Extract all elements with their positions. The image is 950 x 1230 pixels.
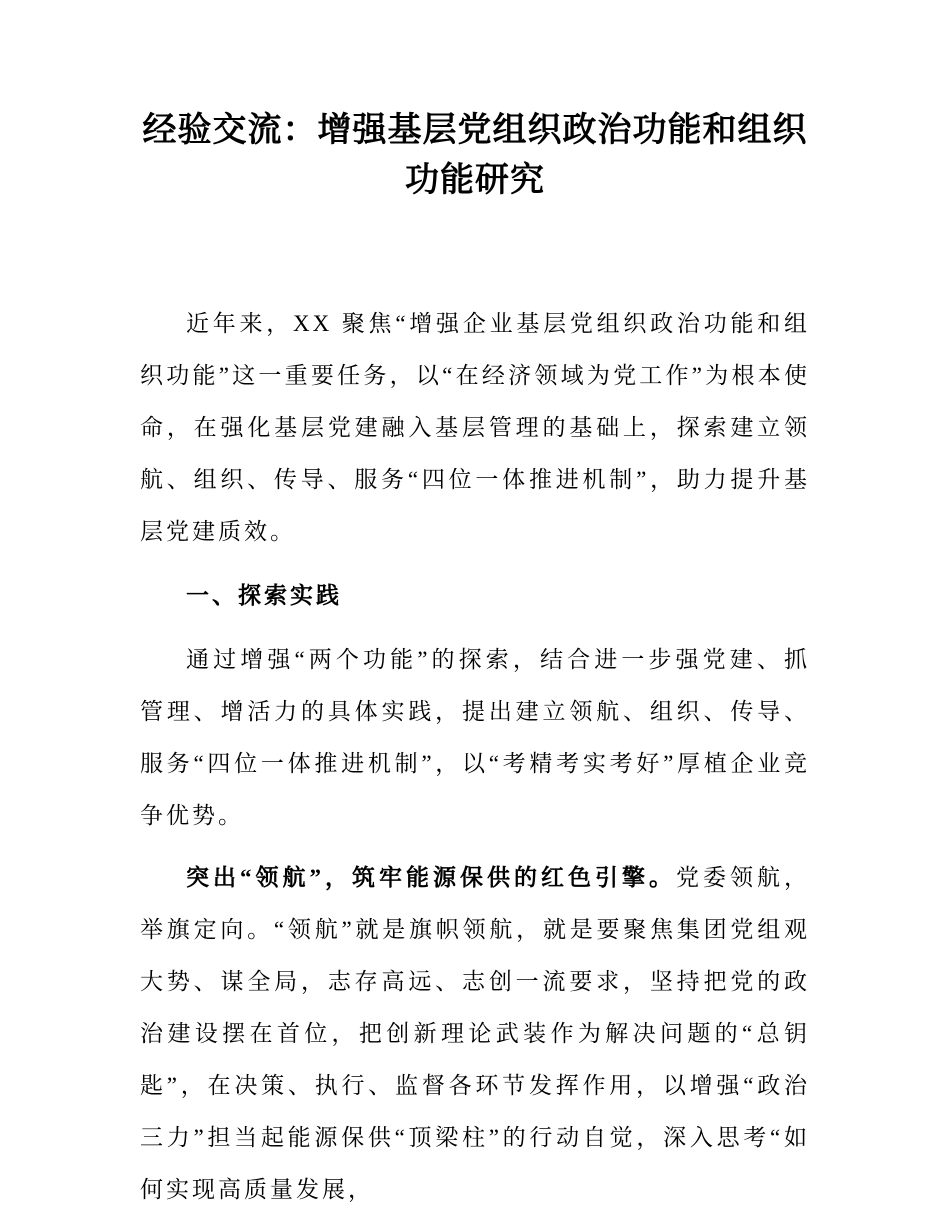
- document-title-line-2: 功能研究: [405, 162, 545, 199]
- section-heading-exploration: 一、探索实践: [186, 583, 342, 608]
- intro-paragraph: 近年来，XX 聚焦“增强企业基层党组织政治功能和组织功能”这一重要任务，以“在经济领域为党工作”为根本使命，在强化基层党建融入基层管理的基础上，探索建立领航、组织、传导、服务“四位一体推进机制”，助力提升基层党建质效。: [140, 311, 810, 544]
- document-title-line-1: 经验交流：增强基层党组织政治功能和组织: [142, 112, 808, 149]
- lead-paragraph: [140, 852, 810, 1216]
- lead-paragraph-bold-intro: 突出“领航”，筑牢能源保供的红色引擎。: [186, 865, 676, 890]
- lead-paragraph-body: 党委领航，举旗定向。“领航”就是旗帜领航，就是要聚焦集团党组观大势、谋全局，志存高远、志创一流要求，坚持把党的政治建设摆在首位，把创新理论武装作为解决问题的“总钥匙”，在决策、执行、监督各环节发挥作用，以增强“政治三力”担当起能源保供“顶梁柱”的行动自觉，深入思考“如何实现高质量发展，: [140, 865, 810, 1202]
- section-paragraph: 通过增强“两个功能”的探索，结合进一步强党建、抓管理、增活力的具体实践，提出建立领航、组织、传导、服务“四位一体推进机制”，以“考精考实考好”厚植企业竞争优势。: [140, 647, 810, 828]
- document-title: [140, 106, 810, 206]
